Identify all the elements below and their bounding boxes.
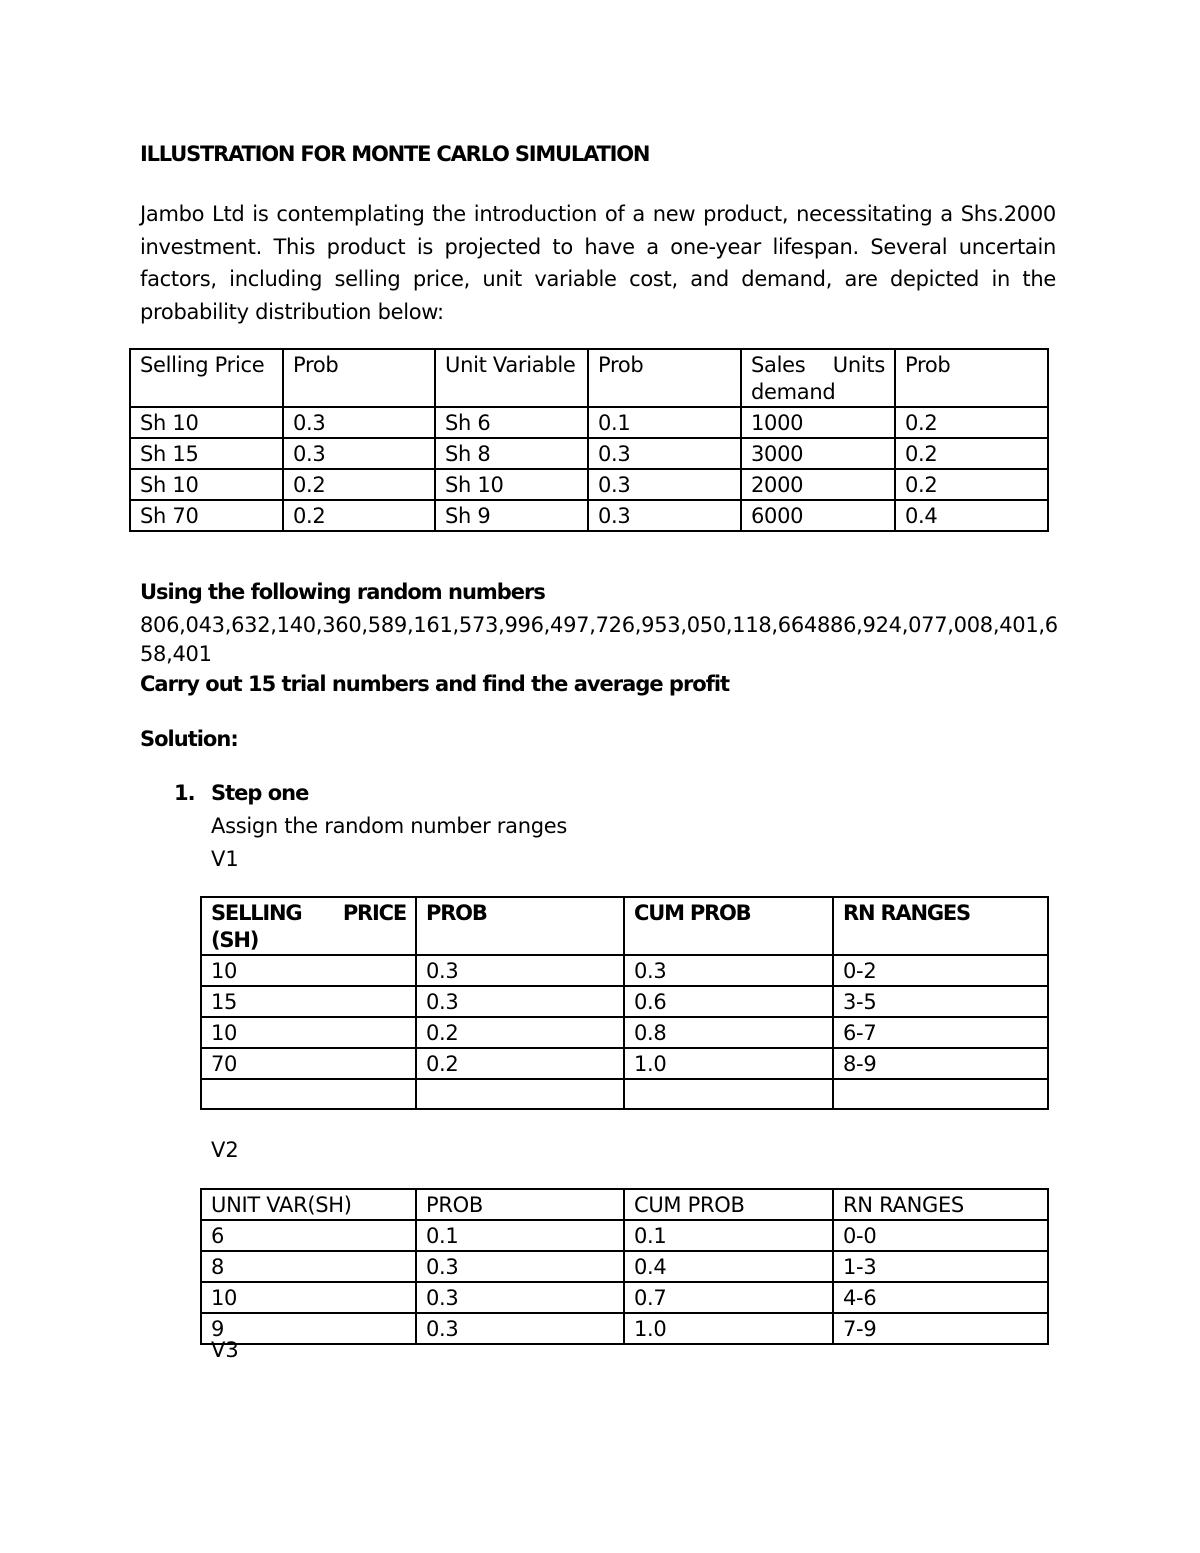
header-word: Units [832,353,885,377]
header-word: PRICE [342,901,406,925]
table-cell: 10 [201,955,416,986]
table-cell: 0.3 [416,1251,624,1282]
distribution-table [129,348,1049,532]
v1-label: V1 [211,847,239,871]
table-header-row [130,349,1048,407]
table-row [201,986,1048,1017]
v2-unit-variable-table [200,1188,1049,1345]
table-cell: 1.0 [624,1048,833,1079]
table-row-empty [201,1079,1048,1109]
table-row [130,407,1048,438]
table-cell: 3000 [741,438,895,469]
table-header-row [201,1189,1048,1220]
header-cell: Selling Price [130,349,283,407]
table-cell: 0.1 [588,407,741,438]
step-number: 1. [174,781,195,805]
table-cell: 0.3 [624,955,833,986]
step-title: Step one [211,781,309,805]
header-cell: RN RANGES [833,1189,1048,1220]
table-cell: 0.2 [283,469,435,500]
table-cell: 0.1 [624,1220,833,1251]
intro-line: investment. This product is projected to have a one-year lifespan. Several uncertain [140,234,1056,259]
table-cell: 0.3 [416,1282,624,1313]
table-cell: 8 [201,1251,416,1282]
table-cell: 6000 [741,500,895,531]
header-word: Sales [751,353,806,377]
table-cell: 0.3 [416,1313,624,1344]
table-cell: Sh 15 [130,438,283,469]
header-cell: CUM PROB [624,897,833,955]
table-cell: 1000 [741,407,895,438]
random-numbers-heading: Using the following random numbers [140,580,545,604]
table-cell: 0.3 [588,438,741,469]
header-cell: Prob [283,349,435,407]
intro-paragraph [140,198,1056,328]
table-cell: 0.2 [895,407,1048,438]
table-cell: 0.8 [624,1017,833,1048]
table-row [201,1017,1048,1048]
table-cell: Sh 10 [130,407,283,438]
table-cell [416,1079,624,1109]
header-cell: Prob [588,349,741,407]
table-row [201,1282,1048,1313]
table-cell: 0.3 [416,986,624,1017]
table-cell: 10 [201,1282,416,1313]
document-title: ILLUSTRATION FOR MONTE CARLO SIMULATION [140,142,650,166]
table-cell: Sh 70 [130,500,283,531]
table-cell: 0.7 [624,1282,833,1313]
table-row [130,469,1048,500]
table-cell: 2000 [741,469,895,500]
table-cell: Sh 8 [435,438,588,469]
solution-heading: Solution: [140,727,238,751]
table-row [201,955,1048,986]
v3-label: V3 [211,1338,239,1362]
table-cell: 0-0 [833,1220,1048,1251]
header-word: SELLING [211,901,302,925]
table-cell: 0-2 [833,955,1048,986]
table-cell: Sh 10 [130,469,283,500]
table-cell: 0.4 [624,1251,833,1282]
table-cell: 7-9 [833,1313,1048,1344]
v2-label: V2 [211,1138,239,1162]
table-cell: 8-9 [833,1048,1048,1079]
table-cell: 0.1 [416,1220,624,1251]
header-cell: PROB [416,897,624,955]
table-row [201,1251,1048,1282]
table-cell: 0.2 [416,1017,624,1048]
table-cell: 1.0 [624,1313,833,1344]
header-cell: RN RANGES [833,897,1048,955]
table-cell: 0.2 [283,500,435,531]
header-cell-sales [741,349,895,407]
table-row [201,1313,1048,1344]
table-cell: Sh 10 [435,469,588,500]
table-cell: 9 [201,1313,416,1344]
table-header-row [201,897,1048,955]
task-heading: Carry out 15 trial numbers and find the average profit [140,672,730,696]
table-row [130,500,1048,531]
table-cell: Sh 6 [435,407,588,438]
table-cell: 0.4 [895,500,1048,531]
intro-line: probability distribution below: [140,299,444,324]
header-word: demand [751,380,836,404]
header-cell: Unit Variable [435,349,588,407]
table-cell: 0.3 [588,500,741,531]
table-cell: 0.6 [624,986,833,1017]
table-cell: 10 [201,1017,416,1048]
table-cell: 6-7 [833,1017,1048,1048]
table-row [201,1048,1048,1079]
table-cell: 0.3 [283,438,435,469]
table-row [130,438,1048,469]
header-cell: CUM PROB [624,1189,833,1220]
table-cell: 1-3 [833,1251,1048,1282]
table-cell: 0.2 [416,1048,624,1079]
table-cell: 3-5 [833,986,1048,1017]
table-cell: 0.3 [416,955,624,986]
table-cell: 0.2 [895,438,1048,469]
table-cell: 70 [201,1048,416,1079]
header-cell: Prob [895,349,1048,407]
table-cell: 0.2 [895,469,1048,500]
table-cell [201,1079,416,1109]
table-cell: 15 [201,986,416,1017]
table-cell: 0.3 [588,469,741,500]
table-cell: Sh 9 [435,500,588,531]
intro-line: factors, including selling price, unit variable cost, and demand, are depicted in the [140,267,1056,291]
table-cell: 4-6 [833,1282,1048,1313]
table-row [201,1220,1048,1251]
v1-selling-price-table [200,896,1049,1110]
header-word: (SH) [211,928,259,952]
intro-line: Jambo Ltd is contemplating the introduction of a new product, necessitating a Shs.2000 [140,202,1056,226]
random-numbers-list: 806,043,632,140,360,589,161,573,996,497,726,953,050,118,664886,924,077,008,401,658,401 [140,613,1058,666]
table-cell [624,1079,833,1109]
table-cell: 0.3 [283,407,435,438]
header-cell-selling-price [201,897,416,955]
header-cell: UNIT VAR(SH) [201,1189,416,1220]
table-cell: 6 [201,1220,416,1251]
header-cell: PROB [416,1189,624,1220]
table-cell [833,1079,1048,1109]
step-description: Assign the random number ranges [211,814,567,838]
